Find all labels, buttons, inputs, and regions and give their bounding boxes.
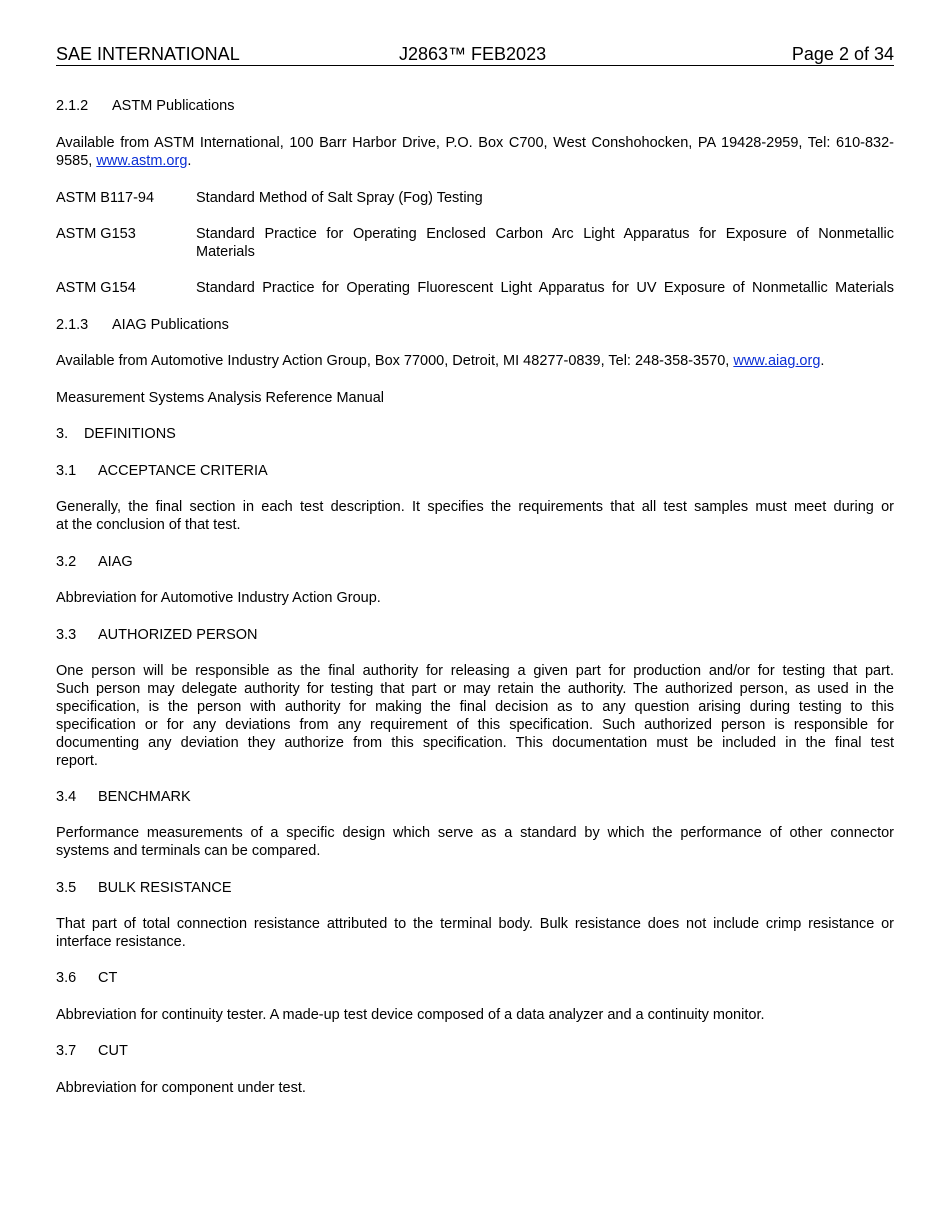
definition-number: 3.3 bbox=[56, 627, 77, 643]
definition-line: Performance measurements of a specific design which serve as a standard by which the performance of other connector bbox=[56, 825, 894, 841]
definition-line: Generally, the final section in each test description. It specifies the requirements that all test samples must meet during or bbox=[56, 499, 894, 515]
section-heading-2-1-3 bbox=[56, 316, 894, 334]
definition-line: interface resistance. bbox=[56, 934, 186, 950]
definition-line: documenting any deviation they authorize from this specification. This documentation must be included in the final test bbox=[56, 735, 894, 751]
aiag-availability-paragraph bbox=[56, 352, 894, 370]
definition-number: 3.7 bbox=[56, 1043, 77, 1059]
definition-line: One person will be responsible as the final authority for releasing a given part for production and/or for testing that part. bbox=[56, 663, 894, 679]
section-number: 2.1.3 bbox=[56, 317, 89, 333]
msa-manual-title: Measurement Systems Analysis Reference Manual bbox=[56, 390, 385, 406]
definition-body bbox=[56, 824, 894, 860]
definition-heading bbox=[56, 969, 894, 987]
definition-line: systems and terminals can be compared. bbox=[56, 843, 321, 859]
definition-number: 3.6 bbox=[56, 970, 77, 986]
definition-title: AUTHORIZED PERSON bbox=[98, 627, 258, 643]
definition-line: Abbreviation for Automotive Industry Action Group. bbox=[56, 590, 381, 606]
reference-description-line: Materials bbox=[196, 244, 255, 260]
definition-heading bbox=[56, 879, 894, 897]
reference-description: Standard Practice for Operating Fluorescent Light Apparatus for UV Exposure of Nonmetallic Materials bbox=[196, 280, 894, 296]
page-header bbox=[56, 43, 894, 66]
definition-heading bbox=[56, 626, 894, 644]
definition-number: 3.4 bbox=[56, 789, 77, 805]
definition-line: report. bbox=[56, 753, 98, 769]
definition-title: BULK RESISTANCE bbox=[98, 880, 232, 896]
reference-description-line: Standard Practice for Operating Enclosed Carbon Arc Light Apparatus for Exposure of Nonmetallic bbox=[196, 226, 894, 242]
section-number: 3. bbox=[56, 426, 69, 442]
definition-heading bbox=[56, 788, 894, 806]
definition-line: That part of total connection resistance attributed to the terminal body. Bulk resistance does not include crimp resistance or bbox=[56, 916, 894, 932]
definition-body bbox=[56, 662, 894, 770]
definition-body bbox=[56, 1006, 894, 1024]
reference-description bbox=[196, 225, 894, 261]
astm-website-link[interactable]: www.astm.org bbox=[96, 153, 188, 169]
definition-number: 3.1 bbox=[56, 463, 77, 479]
reference-row bbox=[56, 225, 894, 261]
header-doc-id: J2863™ FEB2023 bbox=[399, 44, 547, 64]
reference-description: Standard Method of Salt Spray (Fog) Testing bbox=[196, 190, 483, 206]
definition-heading bbox=[56, 1042, 894, 1060]
aiag-website-link[interactable]: www.aiag.org bbox=[733, 353, 821, 369]
section-number: 2.1.2 bbox=[56, 98, 89, 114]
definition-body bbox=[56, 915, 894, 951]
reference-row bbox=[56, 279, 894, 297]
reference-code: ASTM G154 bbox=[56, 280, 136, 296]
definition-title: CT bbox=[98, 970, 118, 986]
section-title: AIAG Publications bbox=[112, 317, 229, 333]
definition-body bbox=[56, 589, 894, 607]
definition-line: Such person may delegate authority for testing that part or may retain the authority. The authorized person, as used in the bbox=[56, 681, 894, 697]
aiag-availability-text: Available from Automotive Industry Action Group, Box 77000, Detroit, MI 48277-0839, Tel: 248-358-3570, bbox=[56, 353, 734, 369]
section-title: ASTM Publications bbox=[112, 98, 235, 114]
header-page-number: Page 2 of 34 bbox=[791, 44, 894, 64]
definition-line: Abbreviation for component under test. bbox=[56, 1080, 306, 1096]
reference-row bbox=[56, 189, 894, 207]
definition-number: 3.2 bbox=[56, 554, 77, 570]
definition-title: CUT bbox=[98, 1043, 128, 1059]
period: . bbox=[187, 153, 192, 169]
definition-body bbox=[56, 1079, 894, 1097]
definition-line: Abbreviation for continuity tester. A made-up test device composed of a data analyzer and a continuity monitor. bbox=[56, 1007, 765, 1023]
definition-body bbox=[56, 498, 894, 534]
reference-code: ASTM B117-94 bbox=[56, 190, 155, 206]
definition-line: at the conclusion of that test. bbox=[56, 517, 241, 533]
reference-code: ASTM G153 bbox=[56, 226, 136, 242]
definition-number: 3.5 bbox=[56, 880, 77, 896]
definition-line: specification, is the person with authority for making the final decision as to any question arising during testing to this bbox=[56, 699, 894, 715]
header-org: SAE INTERNATIONAL bbox=[56, 44, 240, 64]
astm-availability-text: Available from ASTM International, 100 Barr Harbor Drive, P.O. Box C700, West Conshohocken, PA 19428-2959, Tel: 610-832-9585, bbox=[56, 135, 894, 169]
astm-availability-paragraph bbox=[56, 134, 894, 170]
period: . bbox=[820, 353, 825, 369]
section-heading-3 bbox=[56, 425, 894, 443]
section-title: DEFINITIONS bbox=[84, 426, 176, 442]
definition-title: AIAG bbox=[98, 554, 133, 570]
definition-title: BENCHMARK bbox=[98, 789, 191, 805]
definition-line: specification or for any deviations from any requirement of this specification. Such authorized person is responsible for bbox=[56, 717, 894, 733]
definition-heading bbox=[56, 462, 894, 480]
definition-title: ACCEPTANCE CRITERIA bbox=[98, 463, 268, 479]
definition-heading bbox=[56, 553, 894, 571]
section-heading-2-1-2 bbox=[56, 97, 894, 115]
